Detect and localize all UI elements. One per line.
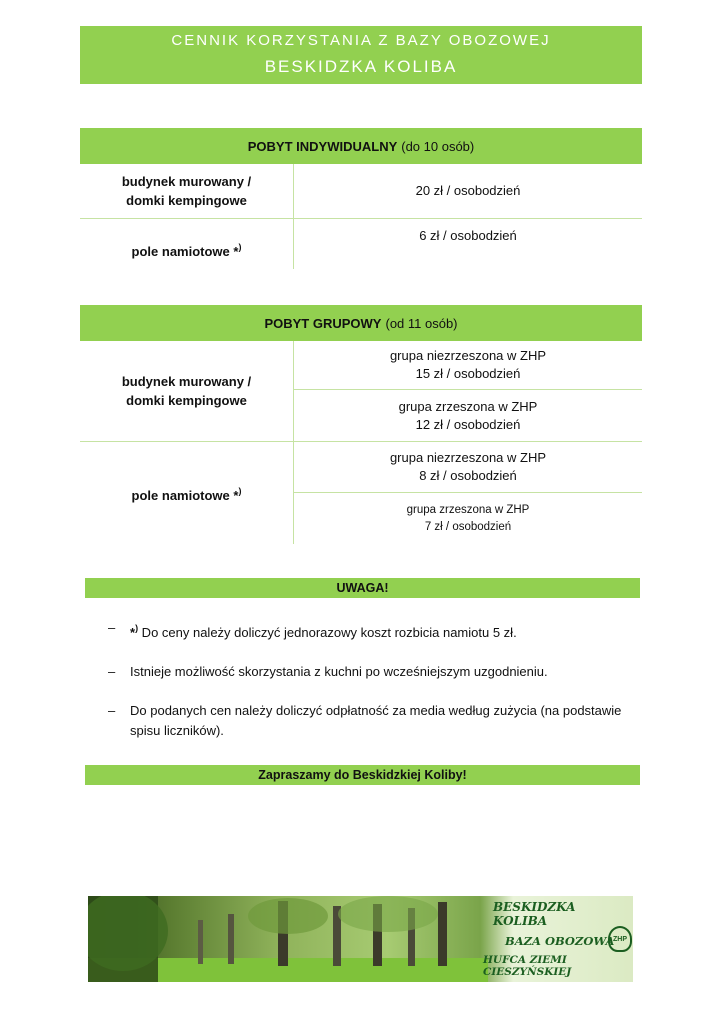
notice-list	[108, 618, 640, 760]
table-header-bold: POBYT INDYWIDUALNY	[247, 138, 398, 154]
price-subcell	[294, 493, 642, 544]
footnote-mark: )	[238, 241, 242, 252]
row-label-line: domki kempingowe	[126, 193, 247, 208]
row-label	[80, 219, 294, 269]
price-cell: 6 zł / osobodzień	[419, 228, 517, 243]
list-item	[108, 618, 640, 643]
row-label	[80, 442, 294, 544]
row-label-line: budynek murowany /	[121, 374, 252, 389]
table-row	[80, 341, 642, 442]
group-type: grupa zrzeszona w ZHP	[406, 503, 530, 516]
footnote-star: *	[130, 625, 136, 640]
table-header	[80, 305, 642, 341]
list-dash: –	[108, 664, 116, 679]
price-cell: 20 zł / osobodzień	[415, 183, 521, 198]
list-item	[108, 701, 640, 741]
note-text: Do ceny należy doliczyć jednorazowy koszt rozbicia namiotu 5 zł.	[138, 625, 517, 640]
invitation-banner: Zapraszamy do Beskidzkiej Koliby!	[85, 765, 640, 785]
footnote-mark: )	[238, 485, 242, 496]
price-value: 12 zł / osobodzień	[415, 416, 521, 432]
zhp-logo-icon	[608, 926, 632, 952]
table-header-bold: POBYT GRUPOWY	[264, 315, 382, 331]
banner-line: BESKIDZKA KOLIBA	[493, 900, 576, 928]
table-row	[80, 219, 642, 269]
footnote-mark: )	[135, 623, 139, 633]
table-header-note: (od 11 osób)	[385, 315, 458, 331]
list-dash: –	[108, 620, 116, 635]
table-row	[80, 442, 642, 544]
group-type: grupa niezrzeszona w ZHP	[389, 450, 547, 465]
table-row	[80, 164, 642, 219]
group-price-table	[80, 305, 642, 544]
price-value: 7 zł / osobodzień	[424, 520, 512, 533]
forest-banner-image	[88, 896, 633, 982]
note-text: Do podanych cen należy doliczyć odpłatność za media według zużycia (na podstawie spisu liczników).	[130, 703, 622, 738]
table-header	[80, 128, 642, 164]
note-text: Istnieje możliwość skorzystania z kuchni po wcześniejszym uzgodnieniu.	[130, 664, 548, 679]
row-label-line: budynek murowany /	[121, 174, 252, 189]
group-type: grupa niezrzeszona w ZHP	[389, 348, 547, 363]
table-header-note: (do 10 osób)	[401, 138, 475, 154]
price-subcell	[294, 341, 642, 390]
page-title: CENNIK KORZYSTANIA Z BAZY OBOZOWEJ	[171, 32, 551, 49]
page-title-box	[80, 26, 642, 84]
group-type: grupa zrzeszona w ZHP	[398, 398, 538, 414]
list-dash: –	[108, 703, 116, 718]
row-label-text: pole namiotowe *	[131, 243, 239, 259]
price-value: 15 zł / osobodzień	[415, 366, 521, 381]
banner-line: HUFCA ZIEMI CIESZYŃSKIEJ	[483, 954, 572, 978]
row-label	[80, 164, 294, 218]
list-item	[108, 662, 640, 682]
notice-title: UWAGA!	[85, 578, 640, 598]
individual-price-table	[80, 128, 642, 269]
price-subcell	[294, 442, 642, 493]
forest-illustration	[88, 896, 488, 982]
row-label-text: pole namiotowe *	[131, 487, 239, 503]
price-value: 8 zł / osobodzień	[419, 468, 517, 483]
price-subcell	[294, 390, 642, 441]
page-subtitle: BESKIDZKA KOLIBA	[264, 57, 458, 76]
banner-line: BAZA OBOZOWA	[505, 934, 615, 948]
row-label-line: domki kempingowe	[126, 393, 247, 408]
row-label	[80, 341, 294, 441]
logo-text: ZHP	[613, 935, 627, 943]
